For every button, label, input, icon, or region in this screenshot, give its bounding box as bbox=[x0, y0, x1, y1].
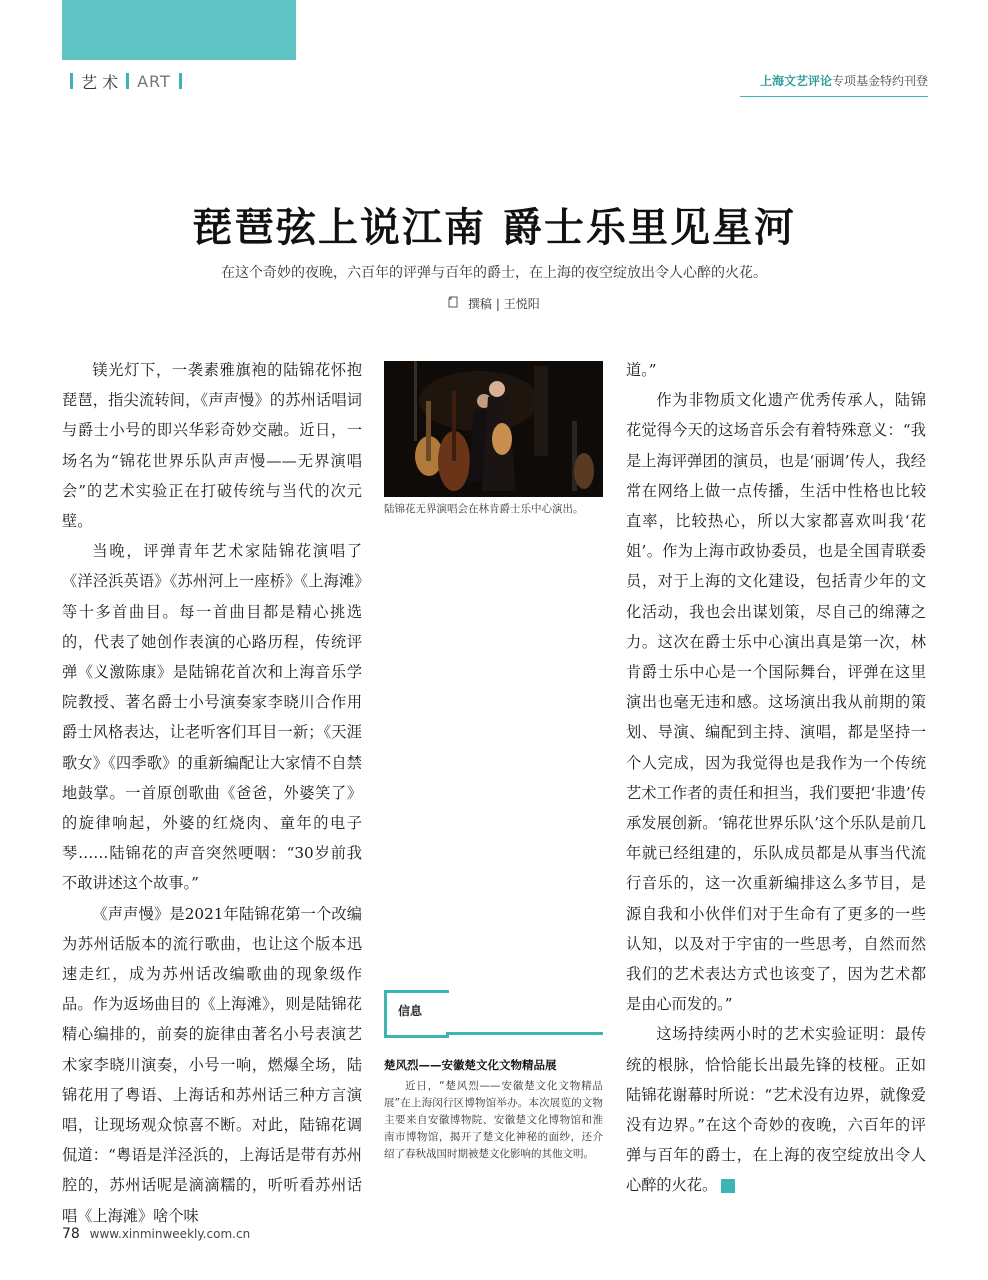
header-color-block bbox=[62, 0, 296, 60]
body-paragraph-text: 这场持续两小时的艺术实验证明：最传统的根脉，恰恰能长出最先锋的枝桠。正如陆锦花谢幕时所说：“艺术没有边界，就像爱没有边界。”在这个奇妙的夜晚，六百年的评弹与百年的爵士，在上海的夜空绽放出令人心醉的火花。 bbox=[626, 1025, 926, 1195]
page-number: 78 bbox=[62, 1226, 80, 1242]
body-paragraph: 作为非物质文化遗产优秀传承人，陆锦花觉得今天的这场音乐会有着特殊意义：“我是上海评弹团的演员，也是‘丽调’传人，我经常在网络上做一点传播，生活中性格也比较直率，比较热心，所以大家都喜欢叫我‘花姐’。作为上海市政协委员，也是全国青联委员，对于上海的文化建设，包括青少年的文化活动，我也会出谋划策，尽自己的绵薄之力。这次在爵士乐中心演出真是第一次，林肯爵士乐中心是一个国际舞台，评弹在这里演出也毫无违和感。这场演出我从前期的策划、导演、编配到主持、演唱，都是坚持一个人完成，因为我觉得也是我作为一个传统艺术工作者的责任和担当，我们要把‘非遗’传承发展创新。‘锦花世界乐队’这个乐队是前几年就已经组建的，乐队成员都是从事当代流行音乐的，这一次重新编排这么多节目，是源自我和小伙伴们对于生命有了更多的一些认知，以及对于宇宙的一些思考，自然而然我们的艺术表达方式也该变了，因为艺术都是由心而发的。” bbox=[626, 391, 926, 1014]
sponsor-underline bbox=[740, 96, 928, 97]
info-label: 信息 bbox=[398, 1004, 423, 1018]
body-paragraph: 《声声慢》是2021年陆锦花第一个改编为苏州话版本的流行歌曲，也让这个版本迅速走红，成为苏州话改编歌曲的现象级作品。作为返场曲目的《上海滩》，则是陆锦花精心编排的，前奏的旋律由著名小号表演艺术家李晓川演奏，小号一响，燃爆全场，陆锦花用了粤语、上海话和苏州话三种方言演唱，让现场观众惊喜不断。对此，陆锦花调侃道：“粤语是洋泾浜的，上海话是带有苏州腔的，苏州话呢是滴滴糯的，听听看苏州话唱《上海滩》啥个味 bbox=[62, 904, 362, 1225]
end-mark-icon: 民 bbox=[721, 1179, 735, 1193]
sponsor-brand: 上海文艺评论 bbox=[759, 74, 832, 88]
section-en: ART bbox=[137, 71, 171, 91]
body-paragraph: 镁光灯下，一袭素雅旗袍的陆锦花怀抱琵琶，指尖流转间，《声声慢》的苏州话唱词与爵士小号的即兴华彩奇妙交融。近日，一场名为“锦花世界乐队声声慢——无界演唱会”的艺术实验正在打破传统与当代的次元壁。 bbox=[62, 361, 362, 531]
info-title: 楚风烈——安徽楚文化文物精品展 bbox=[384, 1058, 557, 1072]
website-url: www.xinminweekly.com.cn bbox=[89, 1227, 251, 1241]
concert-photo bbox=[384, 361, 603, 497]
section-bar bbox=[70, 73, 73, 89]
body-column-right bbox=[626, 355, 926, 1201]
page-footer bbox=[62, 1226, 250, 1242]
body-paragraph bbox=[626, 1019, 926, 1200]
article-subtitle: 在这个奇妙的夜晚，六百年的评弹与百年的爵士，在上海的夜空绽放出令人心醉的火花。 bbox=[221, 265, 767, 281]
article-title: 琵琶弦上说江南 爵士乐里见星河 bbox=[192, 204, 796, 251]
sponsor-text: 专项基金特约刊登 bbox=[831, 74, 928, 88]
body-paragraph: 当晚，评弹青年艺术家陆锦花演唱了《洋泾浜英语》《苏州河上一座桥》《上海滩》等十多首曲目。每一首曲目都是精心挑选的，代表了她创作表演的心路历程，传统评弹《义激陈康》是陆锦花首次和上海音乐学院教授、著名爵士小号演奏家李晓川合作用爵士风格表达，让老听客们耳目一新；《天涯歌女》《四季歌》的重新编配让大家情不自禁地鼓掌。一首原创歌曲《爸爸，外婆笑了》的旋律响起，外婆的红烧肉、童年的电子琴……陆锦花的声音突然哽咽：“30岁前我不敢讲述这个故事。” bbox=[62, 542, 362, 893]
sponsor-notice bbox=[760, 72, 928, 89]
pen-icon bbox=[448, 296, 460, 311]
section-tag bbox=[62, 70, 190, 92]
info-underline bbox=[446, 1032, 603, 1035]
section-bar bbox=[179, 73, 182, 89]
body-paragraph-continued: 道。” bbox=[626, 361, 657, 379]
byline bbox=[0, 295, 988, 312]
byline-divider: | bbox=[495, 297, 504, 311]
byline-label: 撰稿 bbox=[468, 297, 493, 311]
body-column-left bbox=[62, 355, 362, 1231]
info-text: 近日，“楚风烈——安徽楚文化文物精品展”在上海闵行区博物馆举办。本次展览的文物主要来自安徽博物院、安徽楚文化博物馆和淮南市博物馆，揭开了楚文化神秘的面纱，还介绍了春秋战国时期被楚文化影响的其他文明。 bbox=[384, 1080, 603, 1160]
photo-caption: 陆锦花无界演唱会在林肯爵士乐中心演出。 bbox=[384, 503, 584, 515]
section-cn: 艺 术 bbox=[81, 72, 119, 92]
section-bar bbox=[126, 73, 129, 89]
byline-author: 王悦阳 bbox=[503, 297, 540, 311]
